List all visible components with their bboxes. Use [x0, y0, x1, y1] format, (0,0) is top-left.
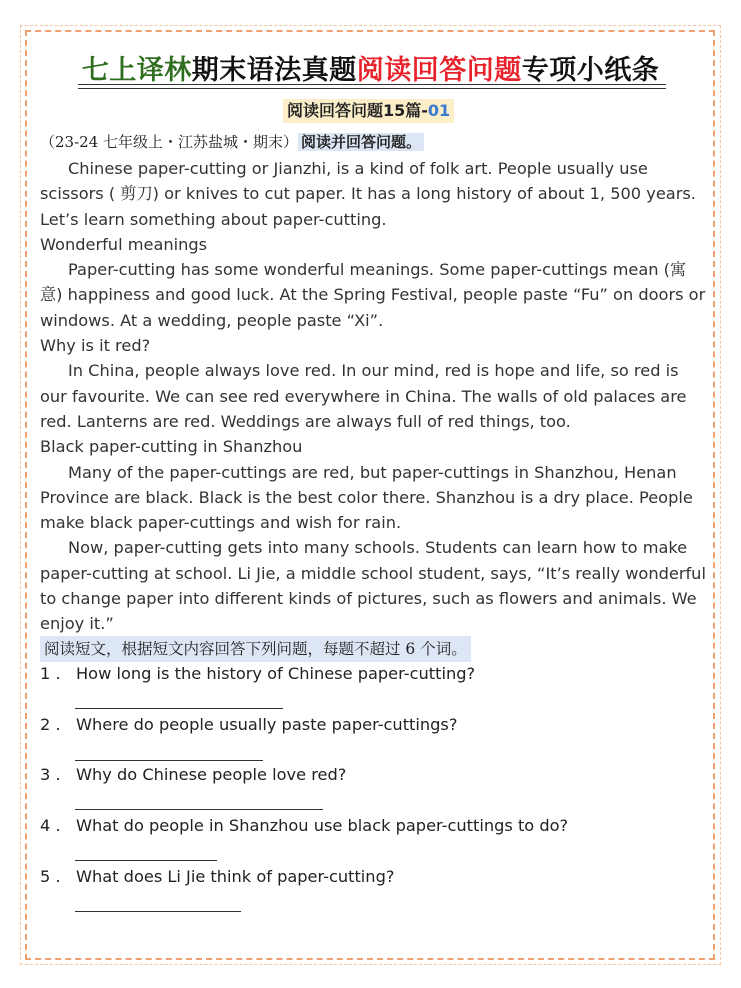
answer-line-4[interactable] — [75, 860, 217, 861]
answer-line-2[interactable] — [75, 760, 263, 761]
answer-line-5[interactable] — [75, 911, 241, 912]
answer-line-3[interactable] — [75, 809, 323, 810]
passage-heading: Black paper-cutting in Shanzhou — [40, 437, 303, 457]
question-number: 4 . — [40, 816, 61, 835]
question-instruction: 阅读短文，根据短文内容回答下列问题，每题不超过 6 个词。 — [40, 636, 471, 662]
question-text: What does Li Jie think of paper-cutting? — [76, 867, 395, 886]
source-line — [40, 130, 424, 154]
question-number: 2 . — [40, 715, 61, 734]
title-part-3: 阅读回答问 — [356, 55, 495, 86]
question-1 — [40, 663, 475, 685]
answer-line-1[interactable] — [75, 708, 283, 709]
question-number: 5 . — [40, 867, 61, 886]
question-number: 1 . — [40, 664, 61, 683]
passage-paragraph: Many of the paper-cuttings are red, but paper-cuttings in Shanzhou, Henan Province are black. Black is the best color there. Shanzhou is a dry place. People make black paper-cuttings and wish for rain. — [40, 462, 693, 533]
passage-heading: Wonderful meanings — [40, 234, 208, 254]
title-underline-2 — [78, 88, 666, 89]
question-3 — [40, 764, 346, 786]
title-part-4: 题 — [494, 55, 522, 86]
question-2 — [40, 714, 457, 736]
title-part-2: 期末语法真题 — [191, 55, 357, 86]
title-underline — [78, 84, 666, 85]
title-part-1: 七上译林 — [81, 55, 192, 86]
question-4 — [40, 815, 568, 837]
question-text: What do people in Shanzhou use black paper-cuttings to do? — [76, 816, 569, 835]
page-title — [0, 48, 741, 87]
passage-paragraph: In China, people always love red. In our mind, red is hope and life, so red is our favourite. We can see red everywhere in China. The walls of old palaces are red. Lanterns are red. Weddings are always full of red things, too. — [40, 361, 687, 431]
badge-number: 01 — [427, 101, 451, 120]
passage-paragraph: Chinese paper-cutting or Jianzhi, is a kind of folk art. People usually use scissors ( 剪刀) or knives to cut paper. It has a long history of about 1, 500 years. Let’s learn something about paper-cutting. — [40, 159, 696, 229]
question-5 — [40, 866, 394, 888]
badge-text: 阅读回答问题15篇- — [287, 101, 428, 120]
reading-passage — [40, 156, 706, 637]
passage-paragraph: Paper-cutting has some wonderful meanings. Some paper-cuttings mean (寓意) happiness and good luck. At the Spring Festival, people paste “Fu” on doors or windows. At a wedding, people paste “Xi”. — [40, 260, 706, 330]
passage-paragraph: Now, paper-cutting gets into many schools. Students can learn how to make paper-cutting at school. Li Jie, a middle school student, says, “It’s really wonderful to change paper into different kinds of pictures, such as flowers and animals. We enjoy it.” — [40, 538, 706, 634]
passage-heading: Why is it red? — [40, 336, 151, 356]
question-text: How long is the history of Chinese paper-cutting? — [76, 664, 476, 683]
question-text: Where do people usually paste paper-cuttings? — [76, 715, 458, 734]
source-instruction: 阅读并回答问题。 — [298, 133, 424, 151]
section-badge — [283, 99, 454, 123]
title-part-5: 专项小纸条 — [521, 55, 660, 86]
question-text: Why do Chinese people love red? — [76, 765, 347, 784]
question-number: 3 . — [40, 765, 61, 784]
source-prefix: （23-24 七年级上・江苏盐城・期末） — [40, 133, 299, 151]
